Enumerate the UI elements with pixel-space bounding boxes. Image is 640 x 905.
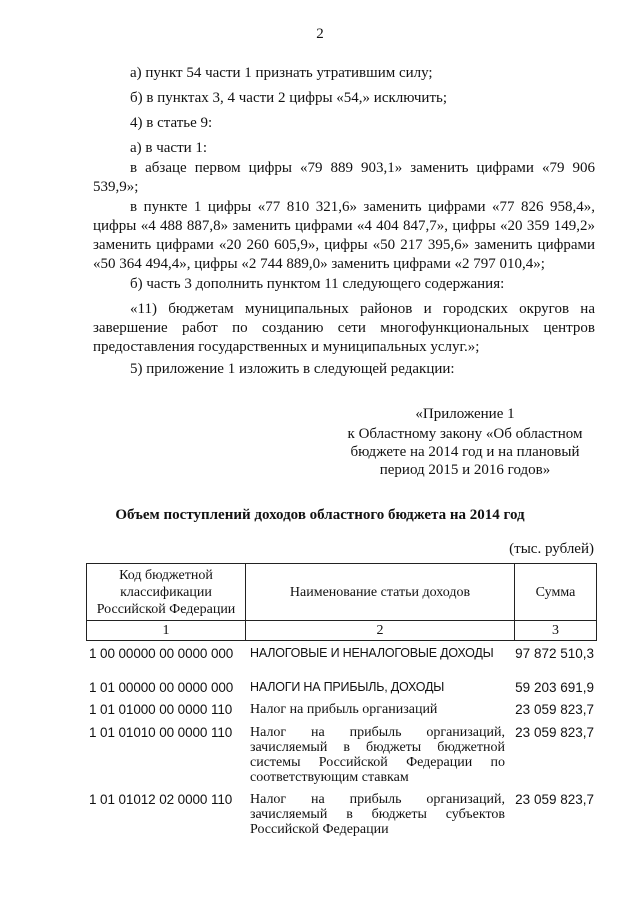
row-name: НАЛОГИ НА ПРИБЫЛЬ, ДОХОДЫ [250,680,445,694]
row-sum: 23 059 823,7 [515,725,594,740]
row-sum: 23 059 823,7 [515,792,594,807]
paragraph-8: «11) бюджетам муниципальных районов и городских округов на завершение работ по созданию сети многофункциональных центров предоставления государственных и муниципальных услуг.»; [93,301,595,355]
row-sum: 97 872 510,3 [515,646,594,661]
paragraph-5: в абзаце первом цифры «79 889 903,1» заменить цифрами «79 906 539,9»; [93,160,595,195]
paragraph-7: б) часть 3 дополнить пунктом 11 следующего содержания: [130,276,505,292]
paragraph-6: в пункте 1 цифры «77 810 321,6» заменить цифрами «77 826 958,4», цифры «4 488 887,8» заменить цифрами «4 404 847,7», цифры «20 359 149,2» заменить цифрами «20 260 605,9», цифры «50 217 395,6» заменить цифрами «50 364 494,4», цифры «2 744 889,0» заменить цифрами «2 797 010,4»; [93,199,595,272]
paragraph-9: 5) приложение 1 изложить в следующей редакции: [130,361,455,377]
header-sum: Сумма [515,564,597,621]
row-code: 1 01 01010 00 0000 110 [89,725,233,740]
column-number-3: 3 [515,621,597,641]
header-name: Наименование статьи доходов [246,564,515,621]
paragraph-2: б) в пунктах 3, 4 части 2 цифры «54,» исключить; [130,90,448,106]
header-code: Код бюджетной классификации Российской Федерации [87,564,246,621]
paragraph-4: а) в части 1: [130,140,208,156]
row-code: 1 00 00000 00 0000 000 [89,646,234,661]
row-name: Налог на прибыль организаций, зачисляемый в бюджеты субъектов Российской Федерации [250,792,505,837]
row-name: Налог на прибыль организаций [250,702,438,717]
table-title: Объем поступлений доходов областного бюджета на 2014 год [115,507,525,523]
row-code: 1 01 01000 00 0000 110 [89,702,233,717]
column-number-1: 1 [87,621,246,641]
page-number: 2 [316,26,324,42]
appendix-title: «Приложение 1 [415,406,515,422]
appendix-reference [340,405,590,479]
row-name: Налог на прибыль организаций, зачисляемый в бюджеты бюджетной системы Российской Федерации по соответствующим ставкам [250,725,505,785]
revenue-table-header [86,563,597,641]
row-sum: 23 059 823,7 [515,702,594,717]
units-label: (тыс. рублей) [509,541,594,557]
paragraph-1: а) пункт 54 части 1 признать утратившим силу; [130,65,433,81]
column-number-2: 2 [246,621,515,641]
row-sum: 59 203 691,9 [515,680,594,695]
row-code: 1 01 00000 00 0000 000 [89,680,234,695]
row-code: 1 01 01012 02 0000 110 [89,792,233,807]
paragraph-3: 4) в статье 9: [130,115,213,131]
appendix-law-reference: к Областному закону «Об областном бюджете на 2014 год и на плановый период 2015 и 2016 годов» [347,426,583,478]
row-name: НАЛОГОВЫЕ И НЕНАЛОГОВЫЕ ДОХОДЫ [250,646,494,660]
